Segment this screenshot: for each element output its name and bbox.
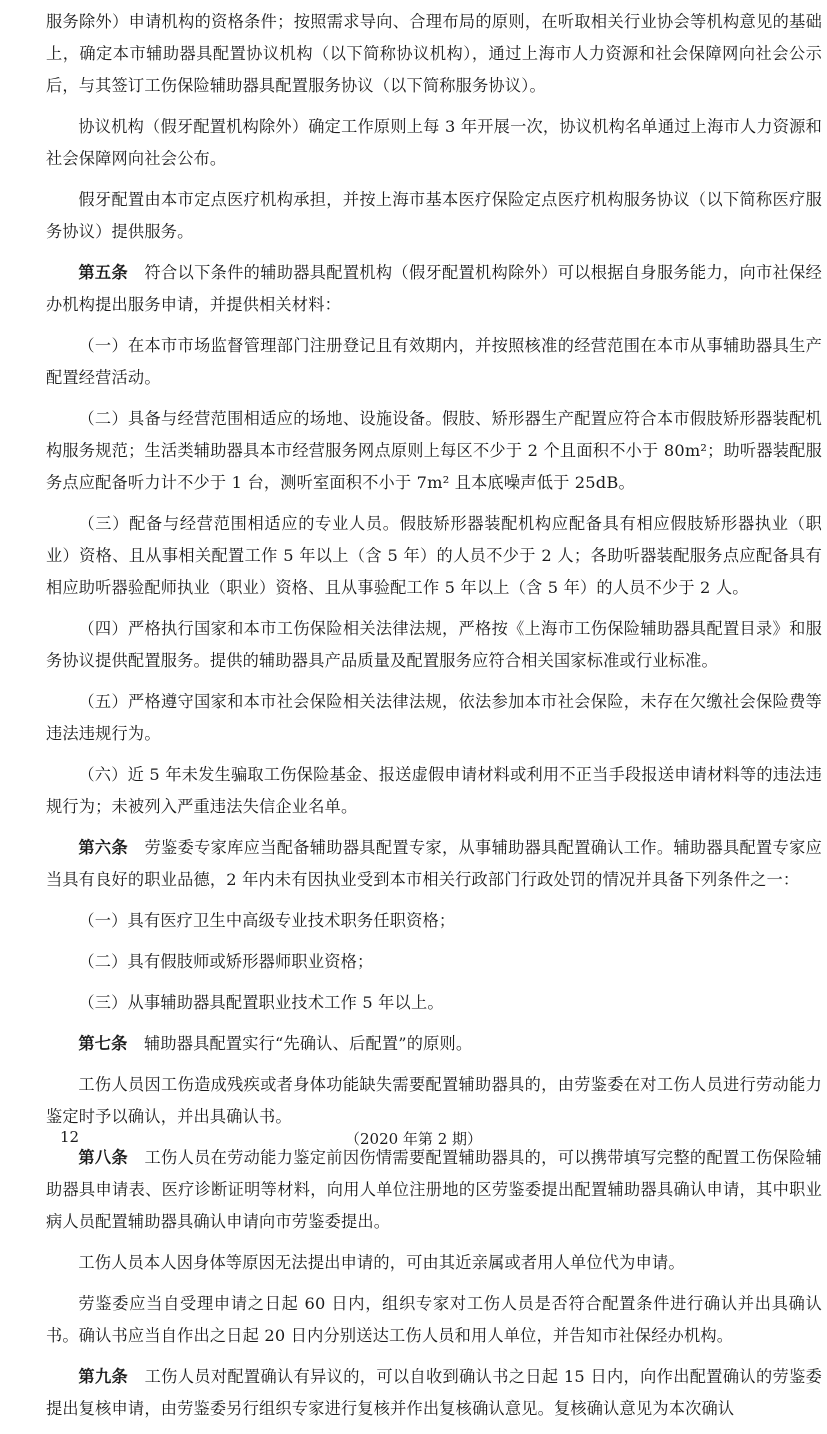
paragraph-text: 协议机构（假牙配置机构除外）确定工作原则上每 3 年开展一次，协议机构名单通过上海市人力资源和社会保障网向社会公布。	[46, 117, 822, 168]
paragraph	[46, 403, 822, 499]
paragraph	[46, 508, 822, 604]
paragraph-text: （一）具有医疗卫生中高级专业技术职务任职资格；	[78, 911, 456, 930]
paragraph	[46, 613, 822, 677]
article-paragraph	[46, 1142, 822, 1238]
paragraph	[46, 111, 822, 175]
paragraph-text: （六）近 5 年未发生骗取工伤保险基金、报送虚假申请材料或利用不正当手段报送申请材料等的违法违规行为；未被列入严重违法失信企业名单。	[46, 765, 822, 816]
article-number: 第六条	[78, 838, 128, 857]
paragraph	[46, 987, 822, 1019]
paragraph-text: （一）在本市市场监督管理部门注册登记且有效期内，并按照核准的经营范围在本市从事辅助器具生产配置经营活动。	[46, 336, 822, 387]
page-number: 12	[60, 1128, 80, 1146]
article-number: 第九条	[78, 1367, 129, 1386]
paragraph-text: （二）具备与经营范围相适应的场地、设施设备。假肢、矫形器生产配置应符合本市假肢矫形器装配机构服务规范；生活类辅助器具本市经营服务网点原则上每区不少于 2 个且面积不小于 80m²；助听器装配服务点应配备听力计不少于 1 台，测听室面积不小于 7m² 且本底噪声低于 25dB。	[46, 409, 822, 492]
article-number: 第五条	[78, 263, 128, 282]
paragraph-text: （五）严格遵守国家和本市社会保险相关法律法规，依法参加本市社会保险，未存在欠缴社会保险费等违法违规行为。	[46, 692, 822, 743]
paragraph-text: 工伤人员对配置确认有异议的，可以自收到确认书之日起 15 日内，向作出配置确认的劳鉴委提出复核申请，由劳鉴委另行组织专家进行复核并作出复核确认意见。复核确认意见为本次确认	[46, 1367, 823, 1418]
paragraph-text: （二）具有假肢师或矫形器师职业资格；	[78, 952, 374, 971]
paragraph	[46, 946, 822, 978]
document-body	[46, 6, 822, 1434]
paragraph	[46, 184, 822, 248]
paragraph	[46, 1247, 822, 1279]
paragraph-text: 假牙配置由本市定点医疗机构承担，并按上海市基本医疗保险定点医疗机构服务协议（以下简称医疗服务协议）提供服务。	[46, 190, 822, 241]
paragraph-text: 符合以下条件的辅助器具配置机构（假牙配置机构除外）可以根据自身服务能力，向市社保经办机构提出服务申请，并提供相关材料：	[46, 263, 822, 314]
paragraph	[46, 6, 822, 102]
paragraph	[46, 330, 822, 394]
article-number: 第七条	[78, 1034, 128, 1053]
paragraph-text: 劳鉴委专家库应当配备辅助器具配置专家，从事辅助器具配置确认工作。辅助器具配置专家应当具有良好的职业品德，2 年内未有因执业受到本市相关行政部门行政处罚的情况并具备下列条件之一：	[46, 838, 822, 889]
issue-label: （2020 年第 2 期）	[344, 1130, 483, 1148]
paragraph	[46, 686, 822, 750]
paragraph-text: （四）严格执行国家和本市工伤保险相关法律法规，严格按《上海市工伤保险辅助器具配置目录》和服务协议提供配置服务。提供的辅助器具产品质量及配置服务应符合相关国家标准或行业标准。	[46, 619, 822, 670]
paragraph-text: 工伤人员本人因身体等原因无法提出申请的，可由其近亲属或者用人单位代为申请。	[78, 1253, 685, 1272]
paragraph-text: 劳鉴委应当自受理申请之日起 60 日内，组织专家对工伤人员是否符合配置条件进行确认并出具确认书。确认书应当自作出之日起 20 日内分别送达工伤人员和用人单位，并告知市社保经办机构。	[46, 1294, 822, 1345]
article-paragraph	[46, 832, 822, 896]
paragraph	[46, 1288, 822, 1352]
article-number: 第八条	[78, 1148, 128, 1167]
paragraph-text: 辅助器具配置实行“先确认、后配置”的原则。	[127, 1034, 473, 1053]
paragraph-text: （三）从事辅助器具配置职业技术工作 5 年以上。	[78, 993, 444, 1012]
paragraph	[46, 905, 822, 937]
article-paragraph	[46, 257, 822, 321]
paragraph-text: （三）配备与经营范围相适应的专业人员。假肢矫形器装配机构应配备具有相应假肢矫形器执业（职业）资格、且从事相关配置工作 5 年以上（含 5 年）的人员不少于 2 人；各助听器装配服务点应配备具有相应助听器验配师执业（职业）资格、且从事验配工作 5 年以上（含 5 年）的人员不少于 2 人。	[46, 514, 822, 597]
article-paragraph	[46, 1361, 822, 1425]
paragraph	[46, 759, 822, 823]
paragraph-text: 工伤人员因工伤造成残疾或者身体功能缺失需要配置辅助器具的，由劳鉴委在对工伤人员进行劳动能力鉴定时予以确认，并出具确认书。	[46, 1075, 822, 1126]
page-footer	[0, 1124, 827, 1154]
paragraph-text: 工伤人员在劳动能力鉴定前因伤情需要配置辅助器具的，可以携带填写完整的配置工伤保险辅助器具申请表、医疗诊断证明等材料，向用人单位注册地的区劳鉴委提出配置辅助器具确认申请，其中职业病人员配置辅助器具确认申请向市劳鉴委提出。	[46, 1148, 822, 1231]
article-paragraph	[46, 1028, 822, 1060]
paragraph-text: 服务除外）申请机构的资格条件；按照需求导向、合理布局的原则，在听取相关行业协会等机构意见的基础上，确定本市辅助器具配置协议机构（以下简称协议机构），通过上海市人力资源和社会保障网向社会公示后，与其签订工伤保险辅助器具配置服务协议（以下简称服务协议）。	[46, 12, 822, 95]
